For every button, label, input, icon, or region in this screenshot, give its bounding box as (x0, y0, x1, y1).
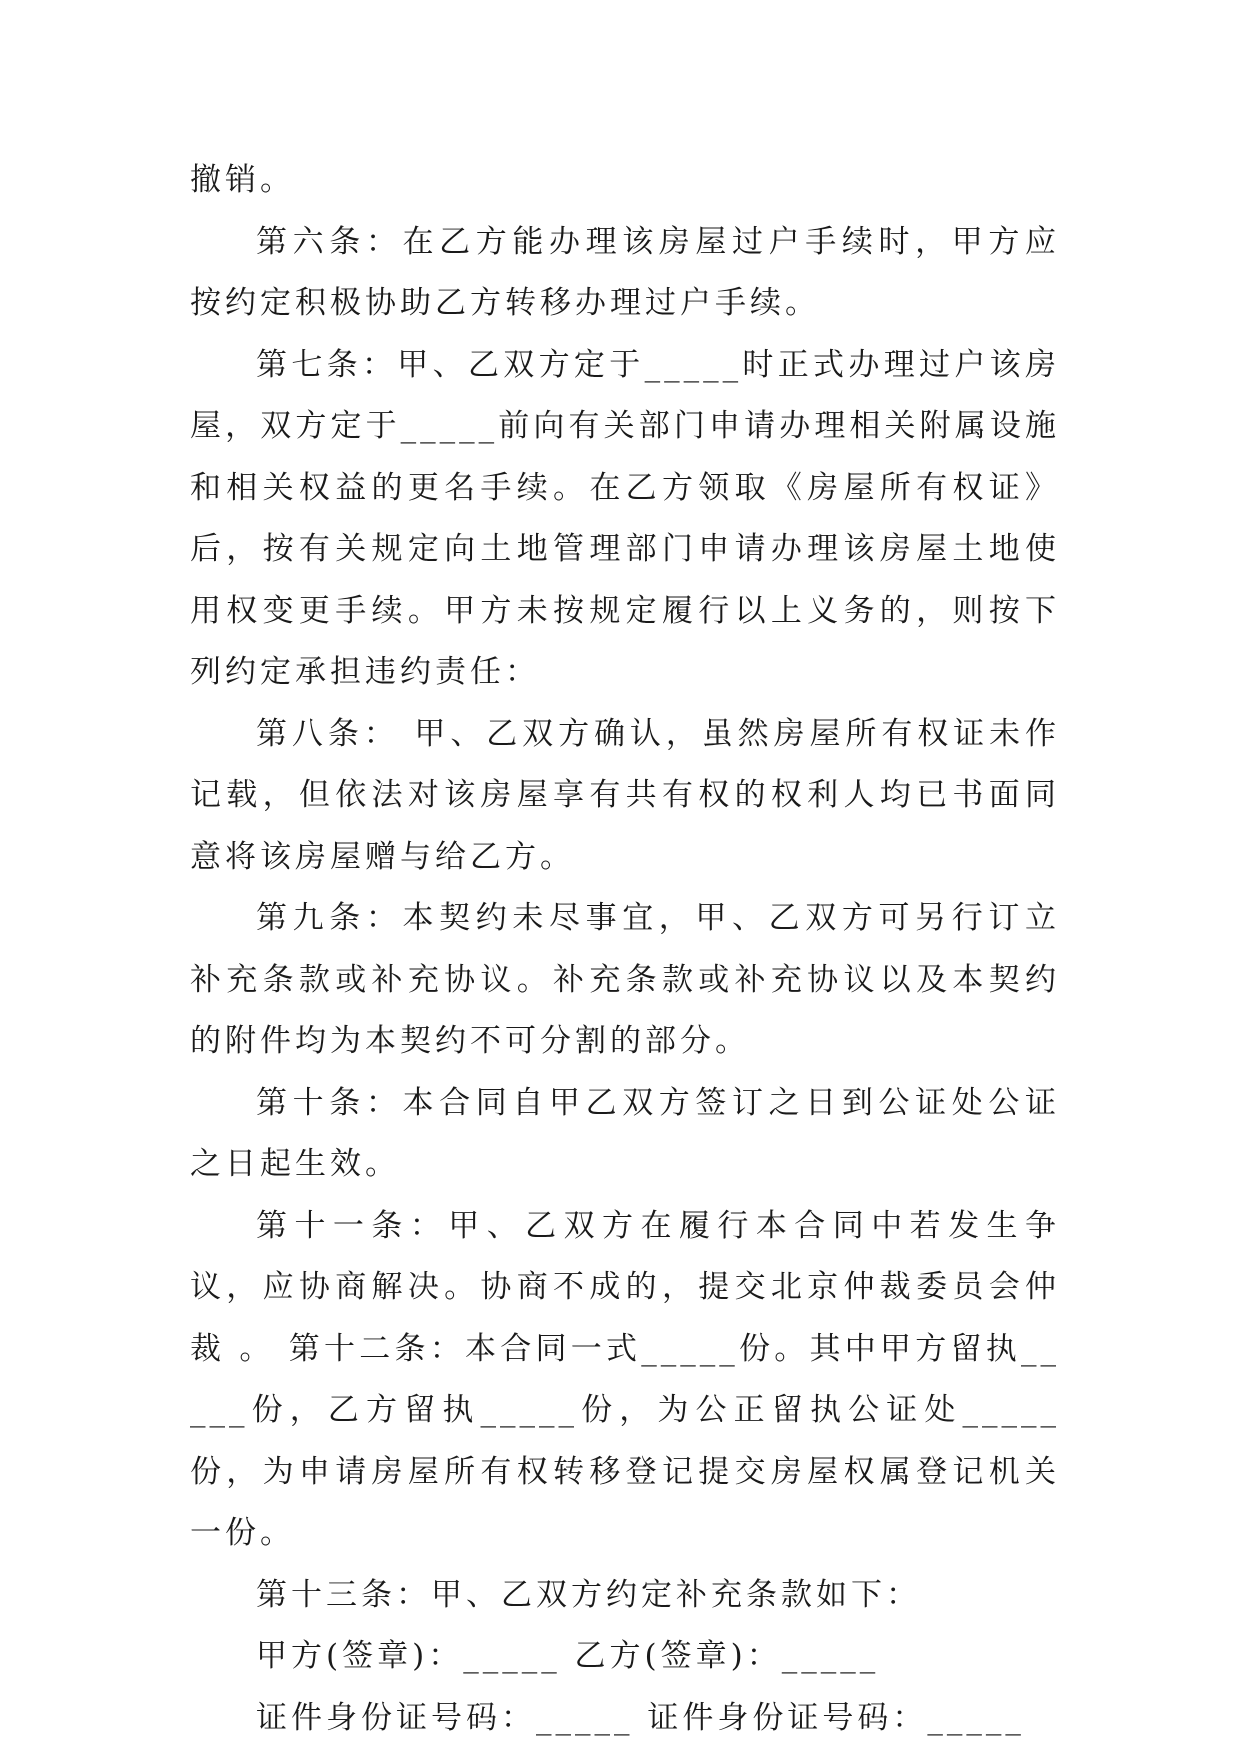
article-13: 第十三条：甲、乙双方约定补充条款如下： (256, 1576, 921, 1613)
article-11-12: 第十一条：甲、乙双方在履行本合同中若发生争议，应协商解决。协商不成的，提交北京仲裁委员会仲裁 。 第十二条：本合同一式_____份。其中甲方留执_____份，乙方留执_____份，为公正留执公证处_____份，为申请房屋所有权转移登记提交房屋权属登记机关一份。 (190, 1207, 1060, 1551)
signature-line: 甲方(签章)：_____ 乙方(签章)：_____ (256, 1638, 880, 1674)
article-7: 第七条：甲、乙双方定于_____时正式办理过户该房屋，双方定于_____前向有关部门申请办理相关附属设施和相关权益的更名手续。在乙方领取《房屋所有权证》后，按有关规定向土地管理部门申请办理该房屋土地使用权变更手续。甲方未按规定履行以上义务的，则按下列约定承担违约责任： (190, 346, 1060, 690)
article-8: 第八条： 甲、乙双方确认，虽然房屋所有权证未作记载，但依法对该房屋享有共有权的权利人均已书面同意将该房屋赠与给乙方。 (190, 715, 1060, 875)
article-9: 第九条：本契约未尽事宜，甲、乙双方可另行订立补充条款或补充协议。补充条款或补充协议以及本契约的附件均为本契约不可分割的部分。 (190, 900, 1060, 1059)
article-10: 第十条：本合同自甲乙双方签订之日到公证处公证之日起生效。 (190, 1084, 1060, 1182)
document-page (190, 150, 1060, 1749)
id-number-line: 证件身份证号码：_____ 证件身份证号码：_____ (256, 1699, 1025, 1736)
paragraph-continuation: 撤销。 (190, 162, 295, 198)
article-6: 第六条：在乙方能办理该房屋过户手续时，甲方应按约定积极协助乙方转移办理过户手续。 (190, 223, 1060, 321)
